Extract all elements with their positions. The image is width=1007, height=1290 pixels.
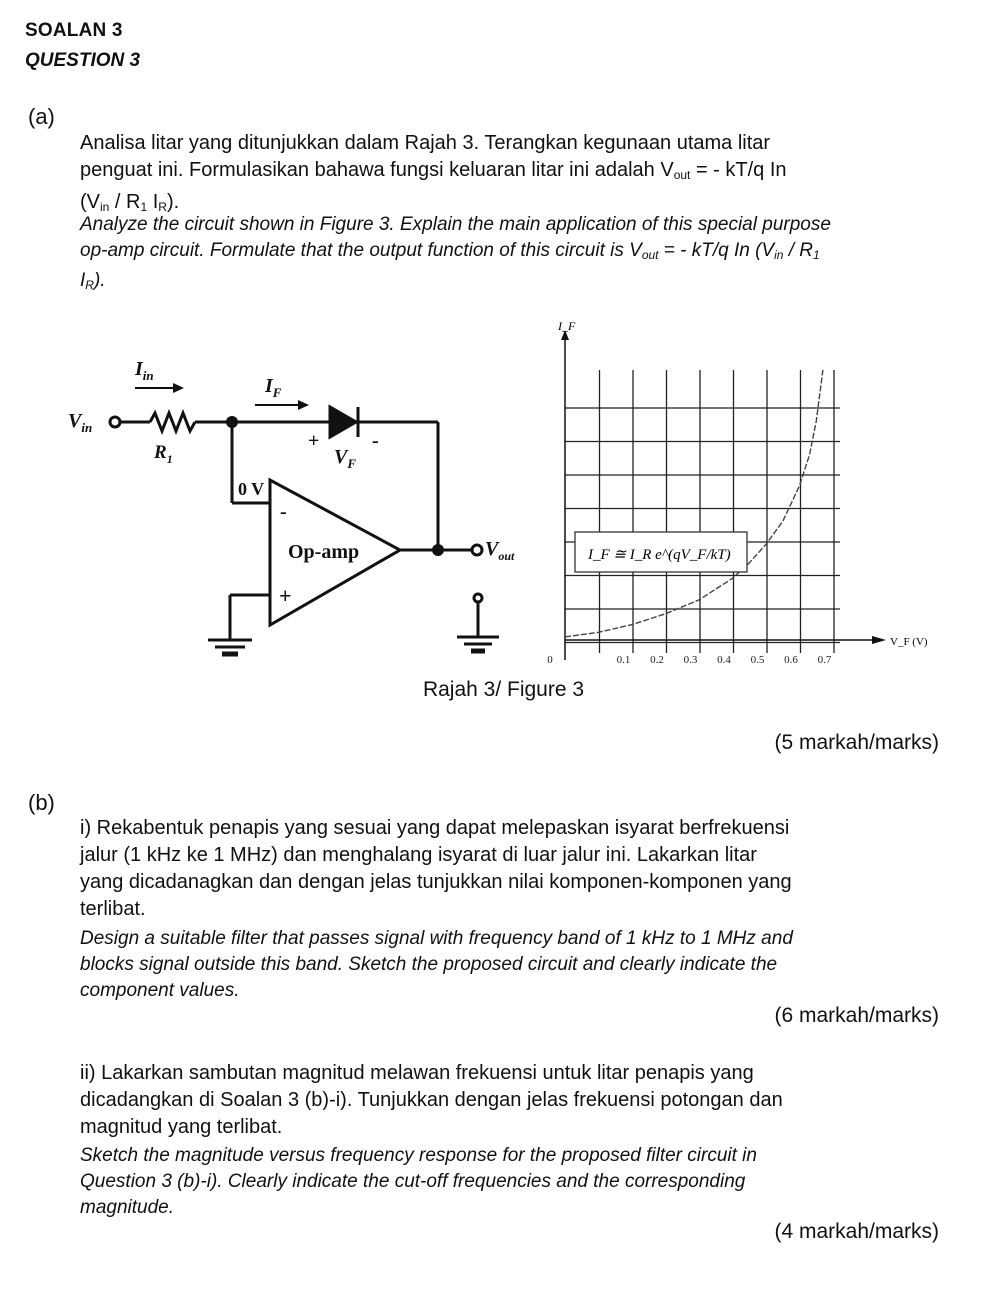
diode <box>330 407 356 437</box>
text-line: magnitude. <box>80 1197 175 1218</box>
part-b-label: (b) <box>28 790 55 815</box>
opamp-noninverting-sign: + <box>279 583 292 608</box>
text-line: component values. <box>80 980 240 1001</box>
text-line: ii) Lakarkan sambutan magnitud melawan frekuensi untuk litar penapis yang <box>80 1062 754 1084</box>
x-tick-label: 0.4 <box>717 654 731 666</box>
part-a-english-text <box>80 212 950 298</box>
vout-label: $V_{out}$ <box>485 538 515 563</box>
x-tick-label: 0.3 <box>683 654 698 666</box>
vf-label: $V_F$ <box>334 446 357 471</box>
part-b-ii-english-text <box>80 1143 950 1221</box>
x-axis-label: V_F (V) <box>890 636 928 648</box>
text-line: blocks signal outside this band. Sketch the proposed circuit and clearly indicate the <box>80 954 778 975</box>
x-tick-label: 0.2 <box>650 654 664 666</box>
vf-minus-sign: - <box>372 430 379 452</box>
opamp-inverting-sign: - <box>280 501 287 523</box>
part-b-i-marks: (6 markah/marks) <box>774 1004 939 1027</box>
part-a-ms-line: Analisa litar yang ditunjukkan dalam Rajah 3. Terangkan kegunaan utama litar <box>80 132 771 154</box>
text-line: yang dicadanagkan dan dengan jelas tunjukkan nilai komponen-komponen yang <box>80 871 792 893</box>
r1-label: $R_1$ <box>154 442 173 466</box>
diode-iv-chart <box>530 310 950 670</box>
vin-label: $V_{in}$ <box>68 410 93 435</box>
text-line: Question 3 (b)-i). Clearly indicate the cut-off frequencies and the corresponding <box>80 1171 746 1192</box>
part-a-en-line: $I_R$). <box>80 270 106 292</box>
text-line: Design a suitable filter that passes signal with frequency band of 1 kHz to 1 MHz and <box>80 928 793 949</box>
x-tick-label: 0.1 <box>616 654 631 666</box>
part-b-i-english-text <box>80 926 950 1004</box>
if-label: $I_F$ <box>265 375 282 400</box>
x-axis-arrow <box>872 636 886 644</box>
x-tick-label: 0.5 <box>750 654 765 666</box>
x-tick-label: 0 <box>547 654 553 666</box>
part-b-i-malay-text <box>80 815 950 923</box>
x-tick-label: 0.7 <box>817 654 832 666</box>
iin-label: $I_{in}$ <box>135 358 154 383</box>
part-a-label: (a) <box>28 104 55 129</box>
part-b-ii-malay-text <box>80 1060 950 1141</box>
text-line: Sketch the magnitude versus frequency response for the proposed filter circuit in <box>80 1145 757 1166</box>
part-a-en-line: op-amp circuit. Formulate that the output function of this circuit is $V_{out}$ = - kT/q In ($V_{in} / R_1$ <box>80 240 820 262</box>
part-a-malay-text <box>80 130 940 221</box>
opamp-circuit-diagram <box>60 355 540 675</box>
text-line: dicadangkan di Soalan 3 (b)-i). Tunjukkan dengan jelas frekuensi potongan dan <box>80 1089 783 1111</box>
part-a-ms-line: penguat ini. Formulasikan bahawa fungsi keluaran litar ini adalah $V_{out}$ = - kT/q In <box>80 159 787 182</box>
figure-caption: Rajah 3/ Figure 3 <box>422 678 585 701</box>
part-b-ii-marks: (4 markah/marks) <box>774 1220 939 1243</box>
part-a-ms-line: ($V_{in} / R_1$ $I_R$). <box>80 191 180 214</box>
title-ms: SOALAN 3 <box>25 20 123 41</box>
equation-annotation: I_F ≅ I_R e^(qV_F/kT) <box>588 547 731 563</box>
series-line-if <box>565 370 823 637</box>
part-a-marks: (5 markah/marks) <box>774 731 939 754</box>
vin-terminal <box>110 417 120 427</box>
text-line: magnitud yang terlibat. <box>80 1116 283 1138</box>
text-line: i) Rekabentuk penapis yang sesuai yang dapat melepaskan isyarat berfrekuensi <box>80 817 790 839</box>
text-line: terlibat. <box>80 898 146 920</box>
resistor-r1 <box>150 413 195 431</box>
part-a-en-line: Analyze the circuit shown in Figure 3. Explain the main application of this special purpose <box>80 214 831 235</box>
title-en: QUESTION 3 <box>25 50 141 71</box>
opamp-label: Op-amp <box>288 541 360 563</box>
vout-terminal <box>472 545 482 555</box>
vf-plus-sign: + <box>308 430 320 452</box>
text-line: jalur (1 kHz ke 1 MHz) dan menghalang isyarat di luar jalur ini. Lakarkan litar <box>80 844 757 866</box>
x-tick-label: 0.6 <box>784 654 798 666</box>
y-axis-label: I_F <box>558 319 576 333</box>
zero-volt-label: 0 V <box>238 479 265 499</box>
